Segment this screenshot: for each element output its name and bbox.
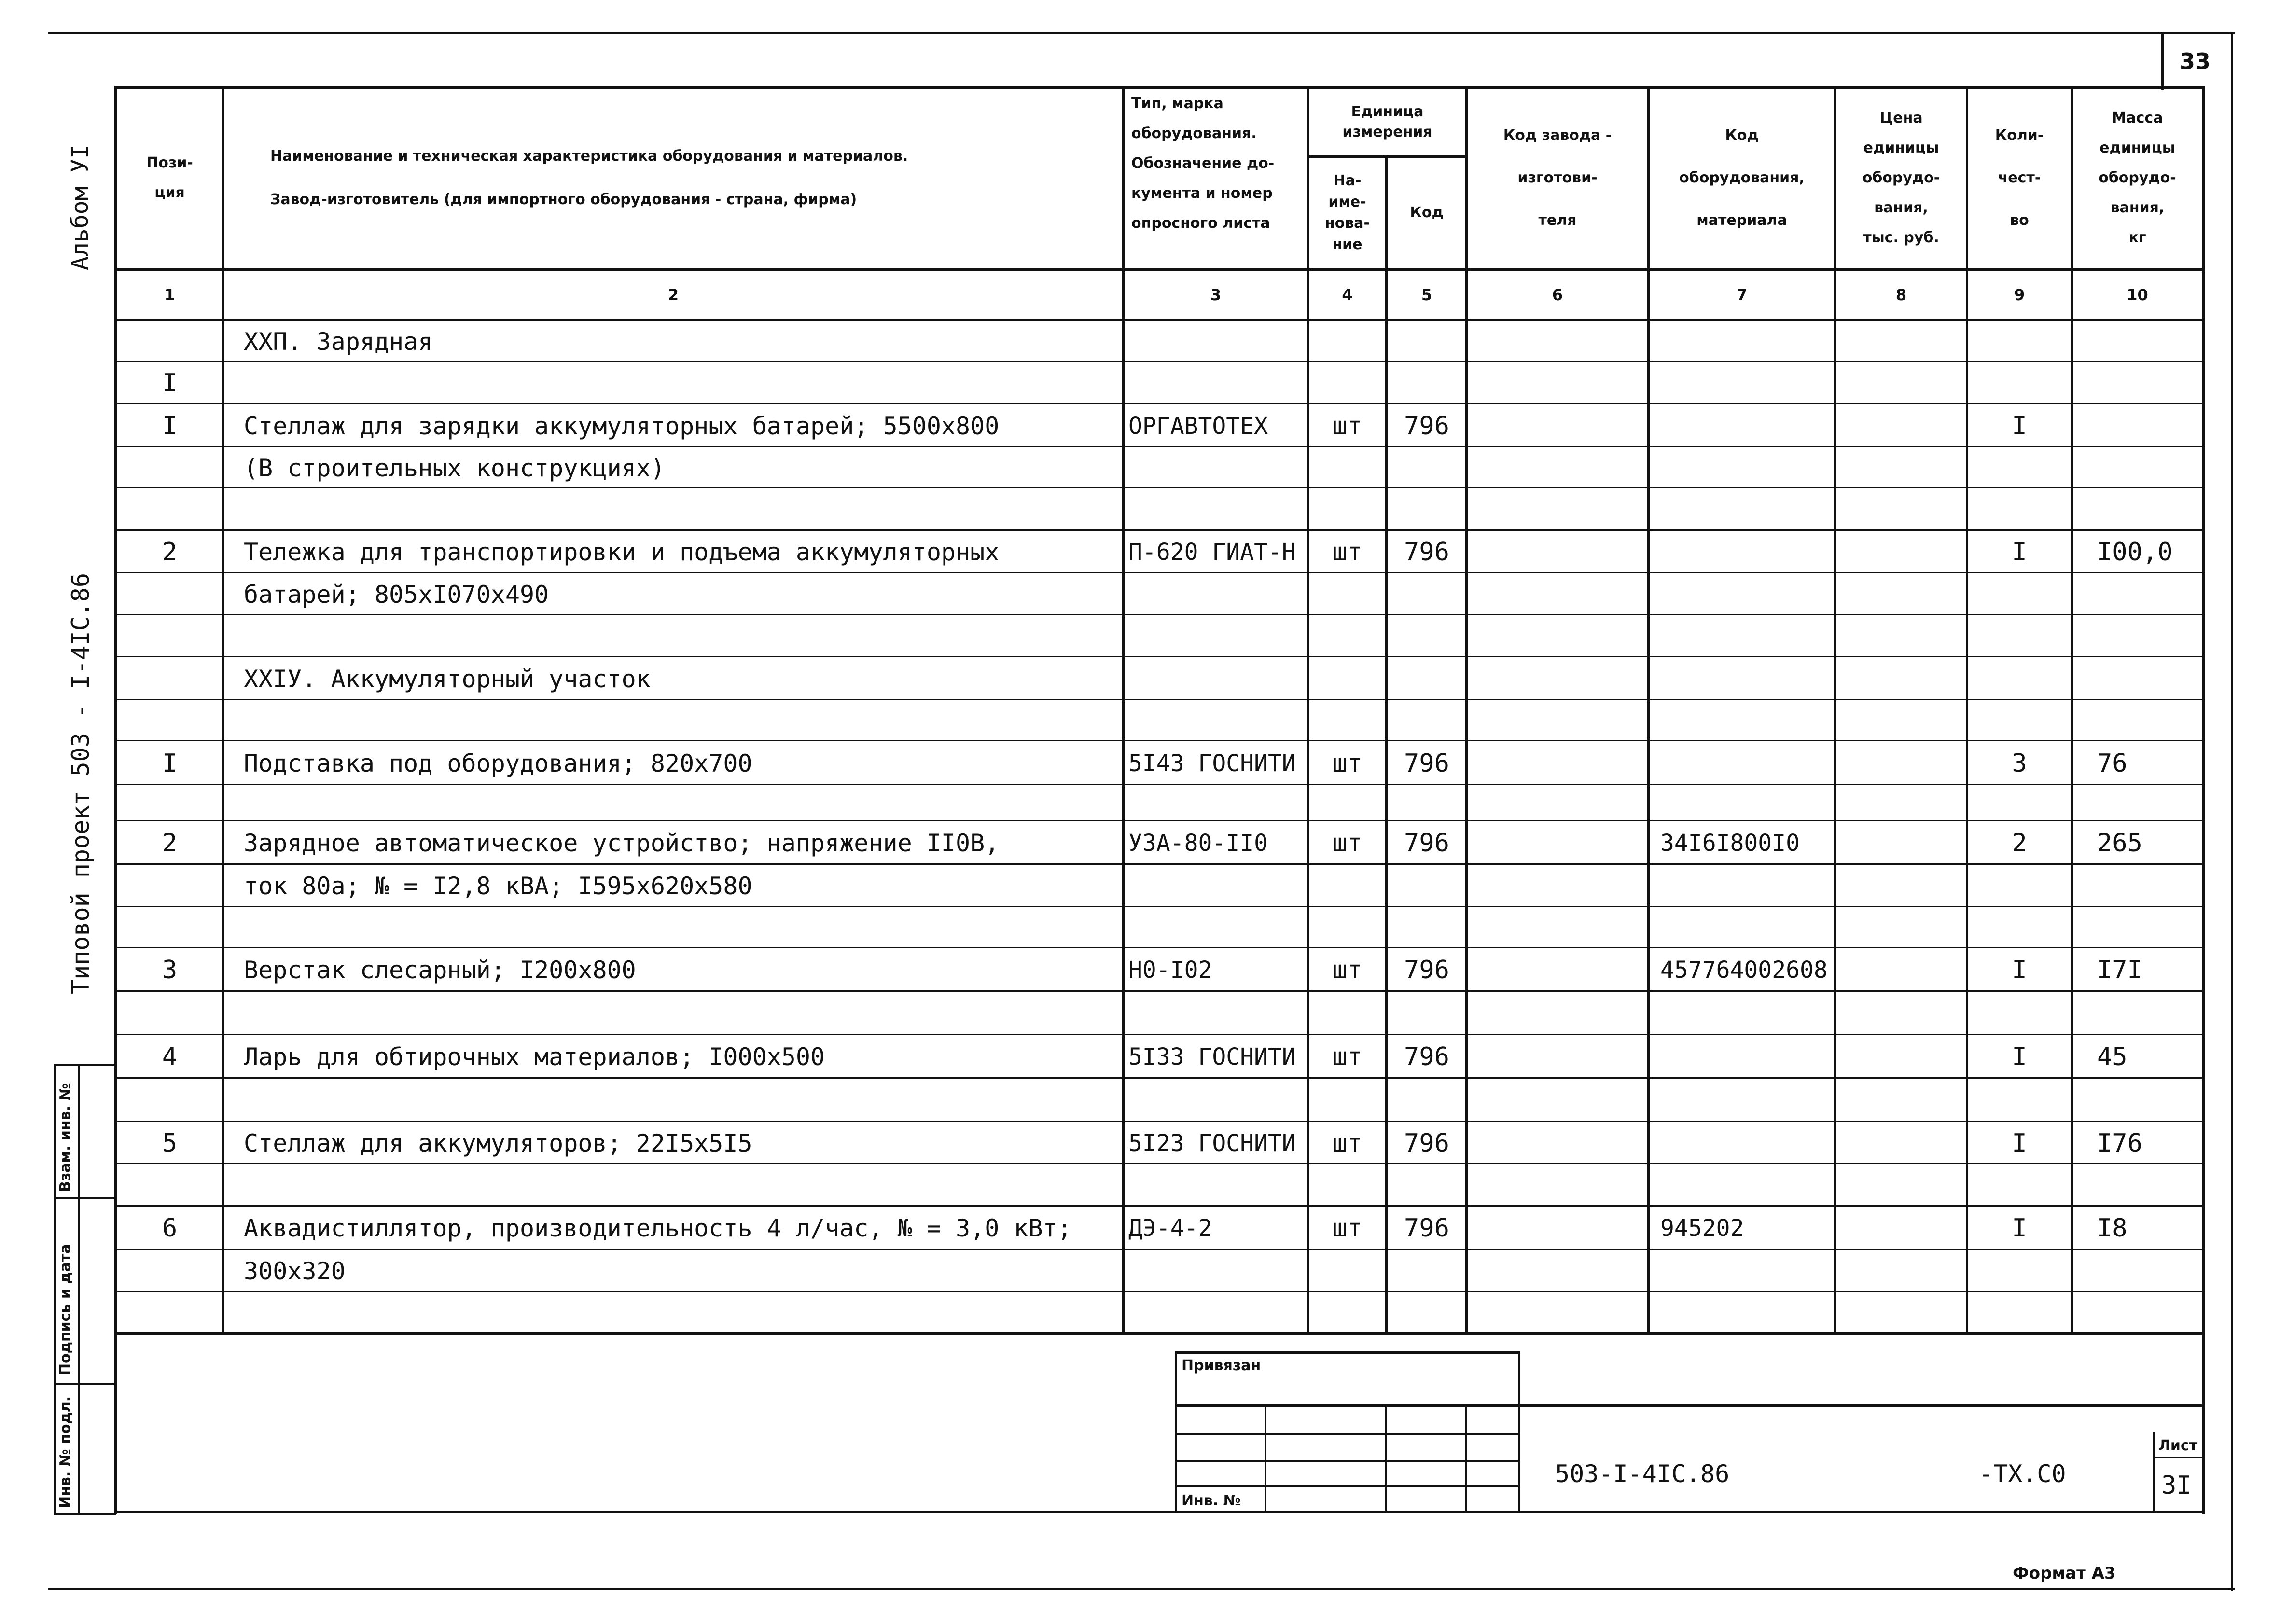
- stamp-podpis: Подпись и дата: [57, 1244, 74, 1375]
- cell-equip: [1650, 865, 1834, 907]
- cell-factory: [1468, 1164, 1647, 1207]
- cell-pos: [117, 1164, 222, 1207]
- top-border: [48, 32, 2235, 34]
- cell-type: [1125, 657, 1307, 700]
- cell-price: [1836, 821, 1966, 865]
- cell-equip: [1650, 700, 1834, 741]
- cell-equip: [1650, 1079, 1834, 1122]
- album-label: Альбом УI: [67, 144, 94, 270]
- cell-type: [1125, 1079, 1307, 1122]
- col-number-4: 4: [1342, 285, 1353, 304]
- cell-type: [1125, 362, 1307, 404]
- cell-name: Верстак слесарный; I200х800: [244, 956, 636, 984]
- col-number-3: 3: [1210, 285, 1222, 304]
- cell-equip: [1650, 785, 1834, 821]
- header-quantity: Коли- чест- во: [1995, 127, 2044, 229]
- col-number-10: 10: [2127, 285, 2148, 304]
- cell-unit: [1309, 1079, 1385, 1122]
- cell-pos: [117, 657, 222, 700]
- cell-price: [1836, 1164, 1966, 1207]
- cell-equip: 945202: [1660, 1215, 1744, 1242]
- cell-price: [1836, 447, 1966, 488]
- cell-mass: [2073, 1292, 2202, 1333]
- cell-code: [1388, 1164, 1465, 1207]
- cell-type: [1125, 488, 1307, 531]
- cell-unit: [1309, 321, 1385, 362]
- cell-unit: шт: [1332, 538, 1362, 567]
- cell-unit: [1309, 785, 1385, 821]
- cell-name: XXIУ. Аккумуляторный участок: [244, 665, 651, 693]
- header-equipment-code: Код оборудования, материала: [1679, 127, 1805, 229]
- col-number-9: 9: [2014, 285, 2025, 304]
- cell-code: [1388, 700, 1465, 741]
- cell-code: 796: [1404, 1042, 1449, 1071]
- cell-unit: [1309, 1250, 1385, 1292]
- cell-qty: [1968, 362, 2071, 404]
- cell-mass: [2073, 865, 2202, 907]
- cell-pos: [117, 907, 222, 948]
- cell-mass: [2073, 447, 2202, 488]
- cell-qty: [1968, 1079, 2071, 1122]
- cell-factory: [1468, 447, 1647, 488]
- cell-price: [1836, 362, 1966, 404]
- cell-pos: [117, 488, 222, 531]
- cell-code: 796: [1404, 829, 1449, 858]
- cell-factory: [1468, 785, 1647, 821]
- cell-pos: I: [162, 369, 178, 398]
- cell-code: [1388, 865, 1465, 907]
- cell-type: [1125, 615, 1307, 657]
- cell-mass: [2073, 1079, 2202, 1122]
- cell-factory: [1468, 1292, 1647, 1333]
- cell-name: [224, 362, 1122, 404]
- cell-factory: [1468, 741, 1647, 785]
- cell-qty: [1968, 785, 2071, 821]
- cell-mass: I76: [2097, 1128, 2142, 1158]
- header-position: Пози- ция: [146, 154, 193, 201]
- cell-unit: [1309, 362, 1385, 404]
- cell-pos: 4: [162, 1042, 178, 1071]
- cell-pos: 3: [162, 956, 178, 985]
- col-number-7: 7: [1736, 285, 1748, 304]
- cell-name: [224, 907, 1122, 948]
- cell-qty: I: [2012, 538, 2027, 567]
- cell-name: Стеллаж для зарядки аккумуляторных батарей; 5500х800: [244, 412, 1000, 440]
- cell-mass: [2073, 700, 2202, 741]
- cell-mass: [2073, 1164, 2202, 1207]
- cell-factory: [1468, 657, 1647, 700]
- cell-unit: [1309, 865, 1385, 907]
- cell-code: 796: [1404, 538, 1449, 567]
- cell-qty: [1968, 907, 2071, 948]
- cell-mass: [2073, 657, 2202, 700]
- cell-equip: [1650, 741, 1834, 785]
- cell-qty: [1968, 1164, 2071, 1207]
- cell-pos: [117, 1079, 222, 1122]
- cell-equip: [1650, 488, 1834, 531]
- cell-unit: шт: [1332, 956, 1362, 985]
- cell-type: 5I23 ГОСНИТИ: [1128, 1129, 1296, 1157]
- cell-qty: [1968, 700, 2071, 741]
- cell-unit: шт: [1332, 829, 1362, 858]
- cell-code: [1388, 657, 1465, 700]
- cell-mass: [2073, 615, 2202, 657]
- cell-type: [1125, 1292, 1307, 1333]
- cell-mass: [2073, 573, 2202, 615]
- cell-unit: [1309, 907, 1385, 948]
- sheet-label: Лист: [2158, 1437, 2198, 1454]
- cell-qty: [1968, 1250, 2071, 1292]
- cell-factory: [1468, 1250, 1647, 1292]
- cell-type: [1125, 447, 1307, 488]
- cell-pos: I: [162, 749, 178, 778]
- cell-equip: [1650, 1122, 1834, 1164]
- cell-price: [1836, 1207, 1966, 1250]
- cell-name: [224, 1164, 1122, 1207]
- cell-name: [224, 615, 1122, 657]
- cell-qty: I: [2012, 1214, 2027, 1243]
- cell-unit: [1309, 657, 1385, 700]
- cell-pos: [117, 785, 222, 821]
- cell-code: [1388, 907, 1465, 948]
- cell-price: [1836, 948, 1966, 992]
- cell-equip: [1650, 615, 1834, 657]
- cell-qty: [1968, 321, 2071, 362]
- cell-price: [1836, 1250, 1966, 1292]
- cell-mass: I7I: [2097, 956, 2142, 985]
- cell-code: [1388, 785, 1465, 821]
- cell-qty: [1968, 447, 2071, 488]
- cell-type: [1125, 1250, 1307, 1292]
- cell-mass: 265: [2097, 829, 2142, 858]
- cell-name: ток 80а; № = I2,8 кВА; I595х620х580: [244, 872, 752, 900]
- cell-mass: [2073, 785, 2202, 821]
- cell-name: Подставка под оборудования; 820х700: [244, 749, 752, 777]
- cell-pos: [117, 700, 222, 741]
- cell-price: [1836, 321, 1966, 362]
- header-price: Цена единицы оборудо- вания, тыс. руб.: [1862, 110, 1940, 246]
- header-unit-code: Код: [1410, 204, 1444, 221]
- table-bottom: [116, 1511, 2203, 1513]
- cell-type: [1125, 865, 1307, 907]
- cell-price: [1836, 615, 1966, 657]
- cell-qty: [1968, 657, 2071, 700]
- document-code: 503-I-4IC.86: [1555, 1460, 1730, 1488]
- header-unit-name: На- име- нова- ние: [1324, 172, 1370, 253]
- cell-pos: [117, 447, 222, 488]
- cell-pos: [117, 992, 222, 1035]
- cell-equip: [1650, 404, 1834, 447]
- cell-name: Тележка для транспортировки и подъема аккумуляторных: [244, 538, 1000, 566]
- cell-name: [224, 785, 1122, 821]
- cell-factory: [1468, 1207, 1647, 1250]
- cell-factory: [1468, 488, 1647, 531]
- cell-equip: [1650, 573, 1834, 615]
- cell-code: 796: [1404, 411, 1449, 441]
- cell-code: [1388, 1250, 1465, 1292]
- cell-factory: [1468, 821, 1647, 865]
- cell-code: 796: [1404, 956, 1449, 985]
- cell-unit: шт: [1332, 411, 1362, 441]
- cell-equip: [1650, 1250, 1834, 1292]
- cell-equip: [1650, 1292, 1834, 1333]
- cell-qty: 2: [2012, 829, 2027, 858]
- cell-name: [224, 1079, 1122, 1122]
- col-number-8: 8: [1895, 285, 1907, 304]
- cell-factory: [1468, 992, 1647, 1035]
- cell-price: [1836, 404, 1966, 447]
- col-number-5: 5: [1421, 285, 1432, 304]
- cell-qty: I: [2012, 956, 2027, 985]
- right-border: [2231, 32, 2233, 1591]
- cell-code: [1388, 1292, 1465, 1333]
- cell-pos: 2: [162, 829, 178, 858]
- cell-equip: [1650, 1164, 1834, 1207]
- cell-code: [1388, 362, 1465, 404]
- cell-price: [1836, 865, 1966, 907]
- cell-mass: [2073, 907, 2202, 948]
- cell-pos: [117, 573, 222, 615]
- cell-factory: [1468, 865, 1647, 907]
- cell-price: [1836, 531, 1966, 573]
- cell-name: [224, 488, 1122, 531]
- cell-mass: [2073, 992, 2202, 1035]
- cell-mass: [2073, 362, 2202, 404]
- cell-price: [1836, 907, 1966, 948]
- cell-unit: шт: [1332, 1042, 1362, 1071]
- cell-unit: [1309, 1292, 1385, 1333]
- cell-factory: [1468, 948, 1647, 992]
- cell-code: 796: [1404, 749, 1449, 778]
- cell-factory: [1468, 573, 1647, 615]
- cell-qty: I: [2012, 411, 2027, 441]
- cell-qty: 3: [2012, 749, 2027, 778]
- cell-pos: I: [162, 411, 178, 441]
- cell-qty: [1968, 573, 2071, 615]
- cell-type: 5I43 ГОСНИТИ: [1128, 750, 1296, 777]
- cell-equip: [1650, 447, 1834, 488]
- cell-equip: [1650, 531, 1834, 573]
- cell-factory: [1468, 907, 1647, 948]
- cell-pos: [117, 321, 222, 362]
- cell-name: Ларь для обтирочных материалов; I000х500: [244, 1043, 825, 1071]
- header-factory-code: Код завода - изготови- теля: [1503, 127, 1612, 229]
- header-name: Наименование и техническая характеристика оборудования и материалов. Завод-изготовитель (для импортного оборудования - страна, фирма): [270, 148, 908, 208]
- cell-unit: [1309, 488, 1385, 531]
- cell-pos: [117, 1292, 222, 1333]
- cell-mass: [2073, 404, 2202, 447]
- cell-pos: 5: [162, 1128, 178, 1158]
- col-number-6: 6: [1552, 285, 1563, 304]
- cell-name: [224, 992, 1122, 1035]
- cell-mass: I00,0: [2097, 538, 2173, 567]
- cell-qty: [1968, 865, 2071, 907]
- cell-type: [1125, 700, 1307, 741]
- cell-code: [1388, 992, 1465, 1035]
- cell-price: [1836, 1079, 1966, 1122]
- cell-equip: [1650, 321, 1834, 362]
- cell-price: [1836, 1035, 1966, 1079]
- cell-price: [1836, 573, 1966, 615]
- project-label: Типовой проект 503 - I-4IC.86: [67, 573, 95, 994]
- cell-type: [1125, 321, 1307, 362]
- cell-price: [1836, 700, 1966, 741]
- cell-mass: [2073, 1250, 2202, 1292]
- cell-code: [1388, 573, 1465, 615]
- cell-mass: [2073, 488, 2202, 531]
- cell-unit: шт: [1332, 1214, 1362, 1243]
- cell-unit: [1309, 992, 1385, 1035]
- cell-factory: [1468, 1122, 1647, 1164]
- bottom-border: [48, 1588, 2235, 1590]
- cell-pos: [117, 865, 222, 907]
- cell-name: Зарядное автоматическое устройство; напряжение II0В,: [244, 829, 1000, 857]
- cell-name: [224, 1292, 1122, 1333]
- cell-unit: шт: [1332, 749, 1362, 778]
- cell-mass: 76: [2097, 749, 2127, 778]
- cell-type: Н0-I02: [1128, 957, 1212, 984]
- stamp-inv-podl: Инв. № подл.: [57, 1396, 74, 1508]
- cell-price: [1836, 1122, 1966, 1164]
- cell-pos: [117, 615, 222, 657]
- cell-mass: 45: [2097, 1042, 2127, 1071]
- table-right: [2202, 86, 2205, 1514]
- document-suffix: -ТХ.С0: [1979, 1460, 2066, 1488]
- cell-name: XXП. Зарядная: [244, 328, 433, 356]
- header-unit-group: Единица измерения: [1342, 103, 1432, 140]
- cell-type: УЗА-80-II0: [1128, 830, 1268, 857]
- cell-pos: 6: [162, 1214, 178, 1243]
- format-label: Формат А3: [2013, 1564, 2116, 1583]
- cell-type: [1125, 573, 1307, 615]
- cell-equip: [1650, 1035, 1834, 1079]
- cell-price: [1836, 785, 1966, 821]
- header-type: Тип, марка оборудования. Обозначение до- кумента и номер опросного листа: [1131, 95, 1275, 232]
- cell-type: [1125, 992, 1307, 1035]
- inv-no-label: Инв. №: [1182, 1492, 1241, 1509]
- col-number-1: 1: [164, 285, 175, 304]
- cell-name: Аквадистиллятор, производительность 4 л/час, № = 3,0 кВт;: [244, 1214, 1072, 1242]
- cell-unit: [1309, 447, 1385, 488]
- cell-code: [1388, 1079, 1465, 1122]
- cell-code: 796: [1404, 1214, 1449, 1243]
- cell-unit: [1309, 573, 1385, 615]
- cell-price: [1836, 741, 1966, 785]
- cell-equip: 34I6I800I0: [1660, 830, 1800, 857]
- cell-name: (В строительных конструкциях): [244, 454, 665, 482]
- col-number-2: 2: [667, 285, 679, 304]
- cell-mass: I8: [2097, 1214, 2127, 1243]
- cell-unit: шт: [1332, 1128, 1362, 1158]
- cell-unit: [1309, 700, 1385, 741]
- cell-unit: [1309, 1164, 1385, 1207]
- cell-factory: [1468, 700, 1647, 741]
- cell-equip: [1650, 657, 1834, 700]
- cell-type: [1125, 907, 1307, 948]
- cell-name: 300х320: [244, 1257, 346, 1285]
- cell-code: [1388, 447, 1465, 488]
- cell-code: [1388, 488, 1465, 531]
- cell-qty: [1968, 1292, 2071, 1333]
- cell-type: ДЭ-4-2: [1128, 1215, 1212, 1242]
- cell-code: [1388, 615, 1465, 657]
- cell-factory: [1468, 362, 1647, 404]
- cell-pos: 2: [162, 538, 178, 567]
- cell-name: Стеллаж для аккумуляторов; 22I5х5I5: [244, 1129, 752, 1157]
- cell-type: ОРГАВТОТЕХ: [1128, 412, 1268, 440]
- sheet-number: 3I: [2161, 1471, 2192, 1500]
- cell-price: [1836, 657, 1966, 700]
- cell-type: П-620 ГИАТ-Н: [1128, 539, 1296, 566]
- stamp-vzam: Взам. инв. №: [57, 1083, 74, 1192]
- cell-qty: [1968, 615, 2071, 657]
- cell-factory: [1468, 615, 1647, 657]
- cell-code: [1388, 321, 1465, 362]
- cell-factory: [1468, 1035, 1647, 1079]
- cell-name: [224, 700, 1122, 741]
- cell-price: [1836, 992, 1966, 1035]
- cell-price: [1836, 488, 1966, 531]
- cell-factory: [1468, 531, 1647, 573]
- cell-mass: [2073, 321, 2202, 362]
- header-mass: Масса единицы оборудо- вания, кг: [2099, 110, 2176, 246]
- cell-type: [1125, 785, 1307, 821]
- cell-equip: [1650, 362, 1834, 404]
- cell-type: 5I33 ГОСНИТИ: [1128, 1043, 1296, 1070]
- cell-type: [1125, 1164, 1307, 1207]
- cell-name: батарей; 805хI070х490: [244, 580, 549, 609]
- cell-factory: [1468, 321, 1647, 362]
- cell-unit: [1309, 615, 1385, 657]
- privyazan-label: Привязан: [1182, 1357, 1261, 1374]
- cell-factory: [1468, 1079, 1647, 1122]
- cell-factory: [1468, 404, 1647, 447]
- cell-equip: [1650, 907, 1834, 948]
- cell-qty: [1968, 992, 2071, 1035]
- cell-qty: I: [2012, 1042, 2027, 1071]
- cell-code: 796: [1404, 1128, 1449, 1158]
- cell-equip: [1650, 992, 1834, 1035]
- cell-price: [1836, 1292, 1966, 1333]
- cell-equip: 457764002608: [1660, 957, 1828, 984]
- cell-qty: I: [2012, 1128, 2027, 1158]
- page-number-top: 33: [2179, 48, 2210, 74]
- cell-qty: [1968, 488, 2071, 531]
- cell-pos: [117, 1250, 222, 1292]
